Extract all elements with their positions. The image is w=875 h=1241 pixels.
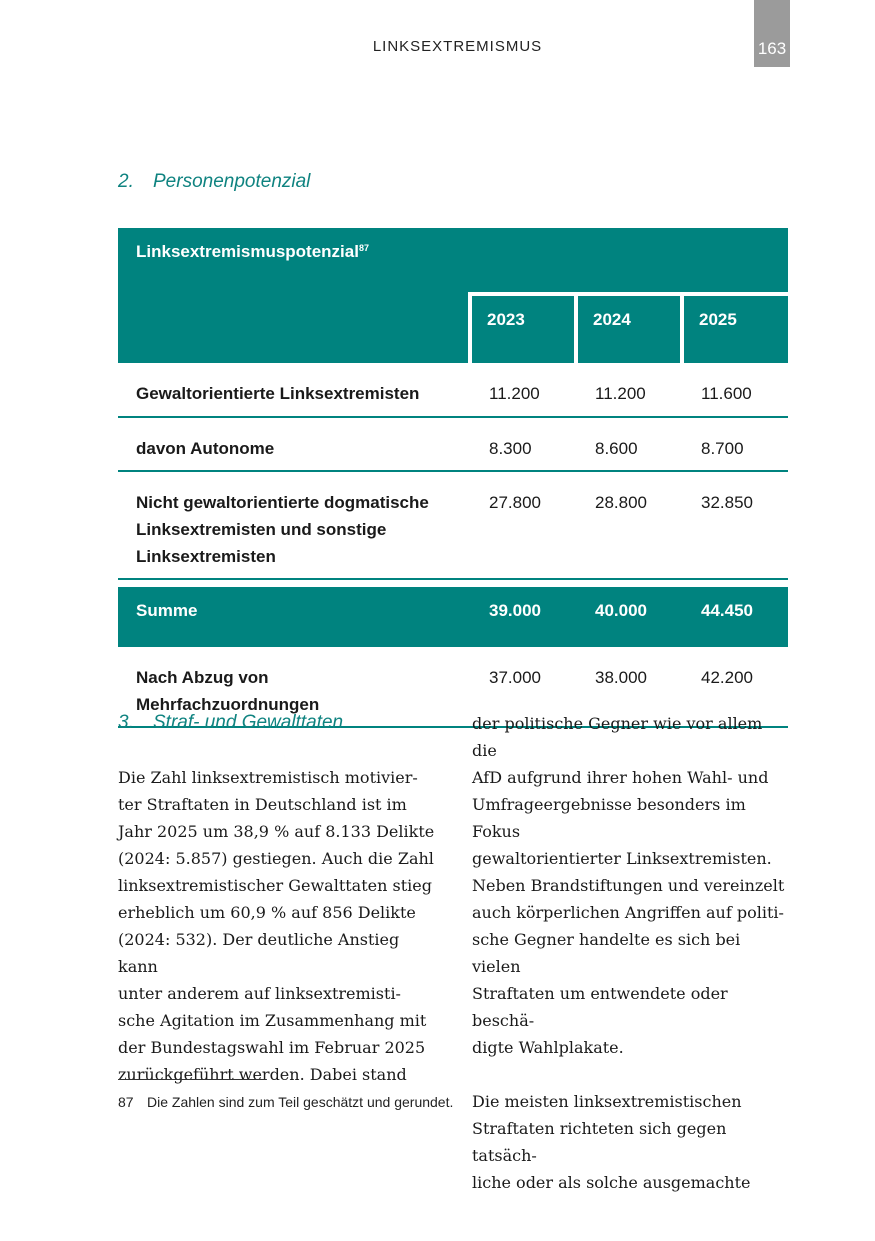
table-year-row: [118, 294, 788, 363]
cell-value: 8.300: [470, 417, 576, 471]
cell-value: 11.200: [576, 363, 682, 417]
section-heading-straftaten: [118, 712, 343, 734]
row-label: Gewaltorientierte Linksextremisten: [118, 363, 470, 417]
cell-value: 32.850: [682, 471, 788, 579]
year-header: 2023: [470, 294, 576, 363]
year-header: 2024: [576, 294, 682, 363]
cell-value: 44.450: [701, 601, 753, 620]
row-label: Nicht gewaltorientierte dogmatische Linksextremisten und sonstige Linksextremisten: [118, 471, 470, 579]
cell-value: 27.800: [470, 471, 576, 579]
section-heading-personenpotenzial: [118, 171, 310, 193]
cell-value: 11.200: [470, 363, 576, 417]
section-title: Personenpotenzial: [153, 171, 311, 192]
row-label: Nach Abzug von Mehrfachzuordnungen: [118, 647, 470, 727]
page-number: 163: [757, 39, 787, 58]
cell-value: 8.700: [682, 417, 788, 471]
cell-value: 42.200: [682, 647, 788, 727]
footnote: [118, 1094, 453, 1110]
section-number: 2.: [118, 171, 134, 192]
cell-value: 8.600: [576, 417, 682, 471]
section-number: 3.: [118, 712, 134, 733]
row-label: davon Autonome: [118, 417, 470, 471]
body-column-left: [118, 764, 438, 1088]
potential-table: [118, 228, 788, 728]
table-title: Linksextremismuspotenzial: [136, 242, 359, 261]
footnote-number: 87: [118, 1094, 134, 1110]
section-title: Straf- und Gewalttaten: [153, 712, 344, 733]
cell-value: 40.000: [595, 601, 647, 620]
cell-value: 37.000: [470, 647, 576, 727]
footnote-divider: [118, 1079, 265, 1080]
cell-value: 11.600: [682, 363, 788, 417]
running-head: LINKSEXTREMISMUS: [372, 38, 543, 55]
row-label: Summe: [136, 601, 198, 620]
year-header: 2025: [682, 294, 788, 363]
footnote-text: Die Zahlen sind zum Teil geschätzt und gerundet.: [147, 1094, 454, 1110]
body-paragraph: Die Zahl linksextremistisch motivier- ter Straftaten in Deutschland ist im Jahr 2025 um 38,9 % auf 8.133 Delikte (2024: 5.857) gestiegen. Auch die Zahl linksextremistischer Gewalttaten stieg erheblich um 60,9 % auf 856 Delikte (2024: 532). Der deutliche Anstieg kann unter anderem auf linksextremisti- sche Agitation im Zusammenhang mit der Bundestagswahl im Februar 2025 zurückgeführt werden. Dabei stand: [118, 768, 435, 1084]
body-paragraph: Die meisten linksextremistischen Straftaten richteten sich gegen tatsäch- liche oder als solche ausgemachte: [472, 1092, 751, 1192]
body-column-right: [472, 710, 792, 1196]
table-row: [118, 417, 788, 471]
page-number-tab: [754, 0, 790, 67]
table-footnote-ref: 87: [358, 243, 369, 253]
body-paragraph: der politische Gegner wie vor allem die AfD aufgrund ihrer hohen Wahl- und Umfrageergebnisse besonders im Fokus gewaltorientierter Linksextremisten. Neben Brandstiftungen und vereinzelt auch körperlichen Angriffen auf politi- sche Gegner handelte es sich bei vielen Straftaten um entwendete oder beschä- digte Wahlplakate.: [472, 714, 785, 1057]
table-title-row: [118, 228, 788, 294]
cell-value: 28.800: [576, 471, 682, 579]
cell-value: 39.000: [489, 601, 541, 620]
table-row: [118, 363, 788, 417]
table-row: [118, 471, 788, 579]
cell-value: 38.000: [576, 647, 682, 727]
table-sum-row: [118, 587, 788, 647]
